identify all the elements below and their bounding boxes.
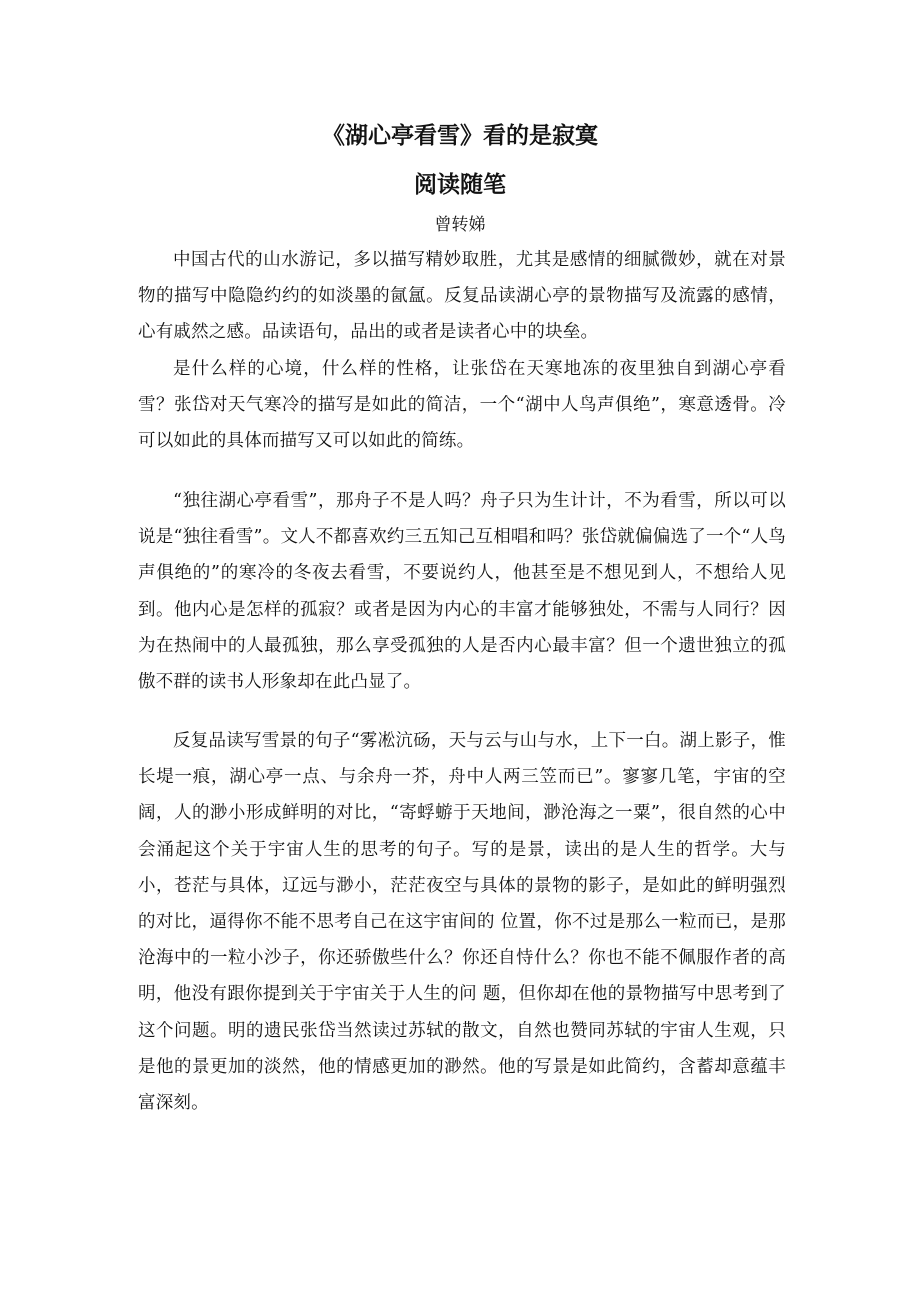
author-name: 曾转娣 (434, 215, 486, 235)
document-title: 《湖心亭看雪》看的是寂寞 (322, 122, 598, 149)
document-subtitle: 阅读随笔 (414, 171, 506, 198)
paragraph-2: 是什么样的心境，什么样的性格，让张岱在天寒地冻的夜里独自到湖心亭看雪？张岱对天气寒冷的描写是如此的简洁，一个“湖中人鸟声俱绝”，寒意透骨。冷可以如此的具体而描写又可以如此的简练。 (138, 359, 786, 452)
paragraph-4: 反复品读写雪景的句子“雾凇沆砀，天与云与山与水，上下一白。湖上影子，惟长堤一痕，湖心亭一点、与余舟一芥，舟中人两三笠而已”。寥寥几笔，宇宙的空阔，人的渺小形成鲜明的对比，“寄蜉蝣于天地间，渺沧海之一粟”，很自然的心中会涌起这个关于宇宙人生的思考的句子。写的是景，读出的是人生的哲学。大与小，苍茫与具体，辽远与渺小，茫茫夜空与具体的景物的影子，是如此的鲜明强烈的对比，逼得你不能不思考自己在这宇宙间的 位置，你不过是那么一粒而已，是那沧海中的一粒小沙子，你还骄傲些什么？你还自恃什么？你也不能不佩服作者的高明，他没有跟你提到关于宇宙关于人生的问 题，但你却在他的景物描写中思考到了这个问题。明的遗民张岱当然读过苏轼的散文，自然也赞同苏轼的宇宙人生观，只是他的景更加的淡然，他的情感更加的渺然。他的写景是如此简约，含蓄却意蕴丰富深刻。 (138, 731, 786, 1114)
paragraph-1: 中国古代的山水游记，多以描写精妙取胜，尤其是感情的细腻微妙，就在对景物的描写中隐隐约约的如淡墨的氤氲。反复品读湖心亭的景物描写及流露的感情，心有戚然之感。品读语句，品出的或者是读者心中的块垒。 (138, 250, 786, 343)
paragraph-3: “独往湖心亭看雪”，那舟子不是人吗？舟子只为生计计，不为看雪，所以可以说是“独往看雪”。文人不都喜欢约三五知己互相唱和吗？张岱就偏偏选了一个“人鸟声俱绝的”的寒冷的冬夜去看雪，不要说约人，他甚至是不想见到人，不想给人见到。他内心是怎样的孤寂？或者是因为内心的丰富才能够独处，不需与人同行？因为在热闹中的人最孤独，那么享受孤独的人是否内心最丰富？但一个遗世独立的孤傲不群的读书人形象却在此凸显了。 (138, 491, 786, 693)
